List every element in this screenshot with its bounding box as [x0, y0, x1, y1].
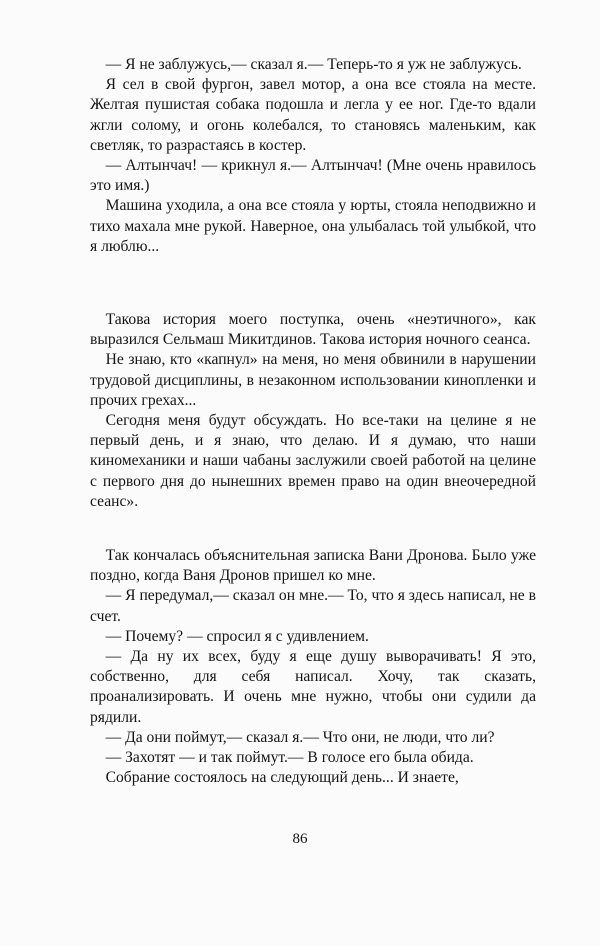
paragraph: — Я передумал,— сказал он мне.— То, что я здесь написал, не в счет.	[90, 587, 536, 625]
paragraph: Такова история моего поступка, очень «неэтичного», как выразился Сельмаш Микитдинов. Такова история ночного сеанса.	[90, 311, 536, 349]
paragraph: — Да ну их всех, буду я еще душу выворачивать! Я это, собственно, для себя написал. Хочу, так сказать, проанализировать. И очень мне нужно, чтобы они судили да рядили.	[90, 648, 536, 726]
text-section-2	[90, 310, 536, 512]
paragraph: Не знаю, кто «капнул» на меня, но меня обвинили в нарушении трудовой дисциплины, в незаконном использовании кинопленки и прочих грехах...	[90, 351, 536, 409]
paragraph: — Я не заблужусь,— сказал я.— Теперь-то я уж не заблужусь.	[105, 56, 522, 73]
paragraph: Машина уходила, а она все стояла у юрты, стояла неподвижно и тихо махала мне рукой. Наверное, она улыбалась той улыбкой, что я люблю...	[90, 197, 536, 255]
text-section-3	[90, 546, 536, 788]
page-number: 86	[292, 831, 308, 847]
paragraph: Так кончалась объяснительная записка Вани Дронова. Было уже поздно, когда Ваня Дронов пришел ко мне.	[90, 547, 536, 585]
paragraph: — Почему? — спросил я с удивлением.	[105, 627, 369, 645]
paragraph: Собрание состоялось на следующий день... И знаете,	[105, 769, 459, 787]
paragraph: — Да они поймут,— сказал я.— Что они, не люди, что ли?	[105, 728, 495, 746]
text-section-1	[90, 55, 536, 257]
paragraph: — Захотят — и так поймут.— В голосе его была обида.	[105, 749, 474, 767]
paragraph: — Алтынчач! — крикнул я.— Алтынчач! (Мне очень нравилось это имя.)	[90, 157, 536, 195]
paragraph: Я сел в свой фургон, завел мотор, а она все стояла на месте. Желтая пушистая собака подошла и легла у ее ног. Где-то вдали жгли солому, и огонь колебался, то становясь маленьким, как светляк, то разрастаясь в костер.	[90, 76, 536, 154]
paragraph: Сегодня меня будут обсуждать. Но все-таки на целине я не первый день, и я знаю, что делаю. И я думаю, что наши киномеханики и наши чабаны заслужили своей работой на целине с первого дня до нынешних времен право на один внеочередной сеанс».	[90, 412, 536, 510]
